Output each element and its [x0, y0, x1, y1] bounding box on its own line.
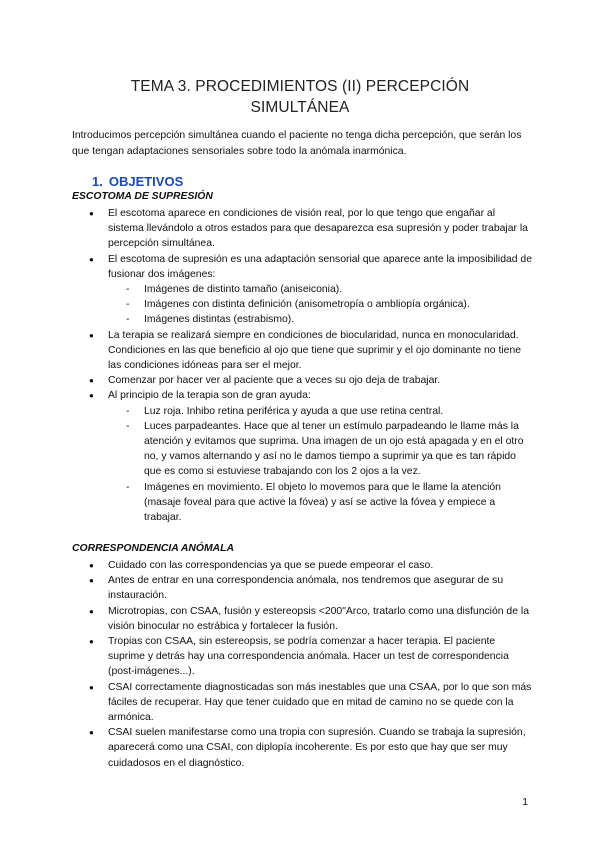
escotoma-list — [72, 206, 532, 525]
intro-paragraph: Introducimos percepción simultánea cuando el paciente no tenga dicha percepción, que serán los que tengan adaptaciones sensoriales sobre todo la anómala inarmónica. — [72, 130, 522, 157]
sublist-item: - Imágenes distintas (estrabismo). — [108, 312, 532, 327]
subsection-title-correspondencia: CORRESPONDENCIA ANÓMALA — [72, 543, 235, 554]
list-item-text: La terapia se realizará siempre en condiciones de biocularidad, nunca en monocularidad. Condiciones en las que beneficio al ojo que tiene que suprimir y el ojo dominante no tiene las condiciones idóneas para ser el mejor. — [108, 329, 522, 372]
section-heading — [92, 174, 183, 189]
page-title — [60, 76, 540, 118]
list-item: ● Microtropias, con CSAA, fusión y estereopsis <200"Arco, tratarlo como una disfunción de la visión binocular no estrábica y fortalecer la fusión. — [72, 604, 532, 634]
list-item-text: Comenzar por hacer ver al paciente que a veces su ojo deja de trabajar. — [108, 375, 441, 387]
page-number: 1 — [522, 797, 528, 808]
list-item — [72, 373, 532, 388]
list-item — [72, 388, 532, 525]
sublist — [108, 282, 532, 328]
sublist-item: - Luz roja. Inhibo retina periférica y ayuda a que use retina central. — [108, 404, 532, 419]
subsection-title-escotoma: ESCOTOMA DE SUPRESIÓN — [72, 191, 213, 202]
list-item: ● Tropias con CSAA, sin estereopsis, se podría comenzar a hacer terapia. El paciente suprime y detrás hay una correspondencia anómala. Hacer un test de correspondencia (post-imágenes...). — [72, 634, 532, 680]
sublist — [108, 404, 532, 526]
list-item — [72, 328, 532, 374]
sublist-item: - Imágenes de distinto tamaño (aniseiconia). — [108, 282, 532, 297]
list-item — [72, 252, 532, 328]
list-item: ● CSAI correctamente diagnosticadas son más inestables que una CSAA, por lo que son más fáciles de recuperar. Hay que tener cuidado que en mitad de camino no se quede con la armónica. — [72, 680, 532, 726]
title-line-2: SIMULTÁNEA — [250, 99, 350, 116]
list-item-text: El escotoma aparece en condiciones de visión real, por lo que tengo que engañar al sistema llevándolo a otros estados para que desaparezca esa supresión y poder trabajar la percepción simultánea. — [108, 208, 528, 250]
sublist-item: - Luces parpadeantes. Hace que al tener un estímulo parpadeando le llame más la atención y evitamos que suprima. Una imagen de un ojo está apagada y en el otro no, y vamos alternando y así no le damos tiempo a suprimir ya que es tan rápido que es como si estuviese trabajando con los 2 ojos a la vez. — [108, 419, 532, 480]
sublist-item: - Imágenes en movimiento. El objeto lo movemos para que le llame la atención (masaje foveal para que active la fóvea) y así se active la fóvea y empiece a trabajar. — [108, 480, 532, 526]
list-item-text: El escotoma de supresión es una adaptación sensorial que aparece ante la imposibilidad de fusionar dos imágenes: — [108, 253, 532, 280]
list-item: ● Antes de entrar en una correspondencia anómala, nos tendremos que asegurar de su instauración. — [72, 573, 532, 603]
sublist-item: - Imágenes con distinta definición (anisometropía o ambliopía orgánica). — [108, 297, 532, 312]
title-line-1: TEMA 3. PROCEDIMIENTOS (II) PERCEPCIÓN — [130, 78, 470, 95]
heading-number: 1. — [92, 174, 103, 189]
heading-label: OBJETIVOS — [108, 174, 184, 189]
list-item — [72, 206, 532, 252]
list-item: ● CSAI suelen manifestarse como una tropia con supresión. Cuando se trabaja la supresión, aparecerá como una CSAI, con diplopía incoherente. Es por esto que hay que ser muy cuidadosos en el diagnóstico. — [72, 725, 532, 771]
list-item-text: Al principio de la terapia son de gran ayuda: — [108, 390, 311, 402]
list-item: ● Cuidado con las correspondencias ya que se puede empeorar el caso. — [72, 558, 532, 573]
correspondencia-list — [72, 558, 532, 771]
